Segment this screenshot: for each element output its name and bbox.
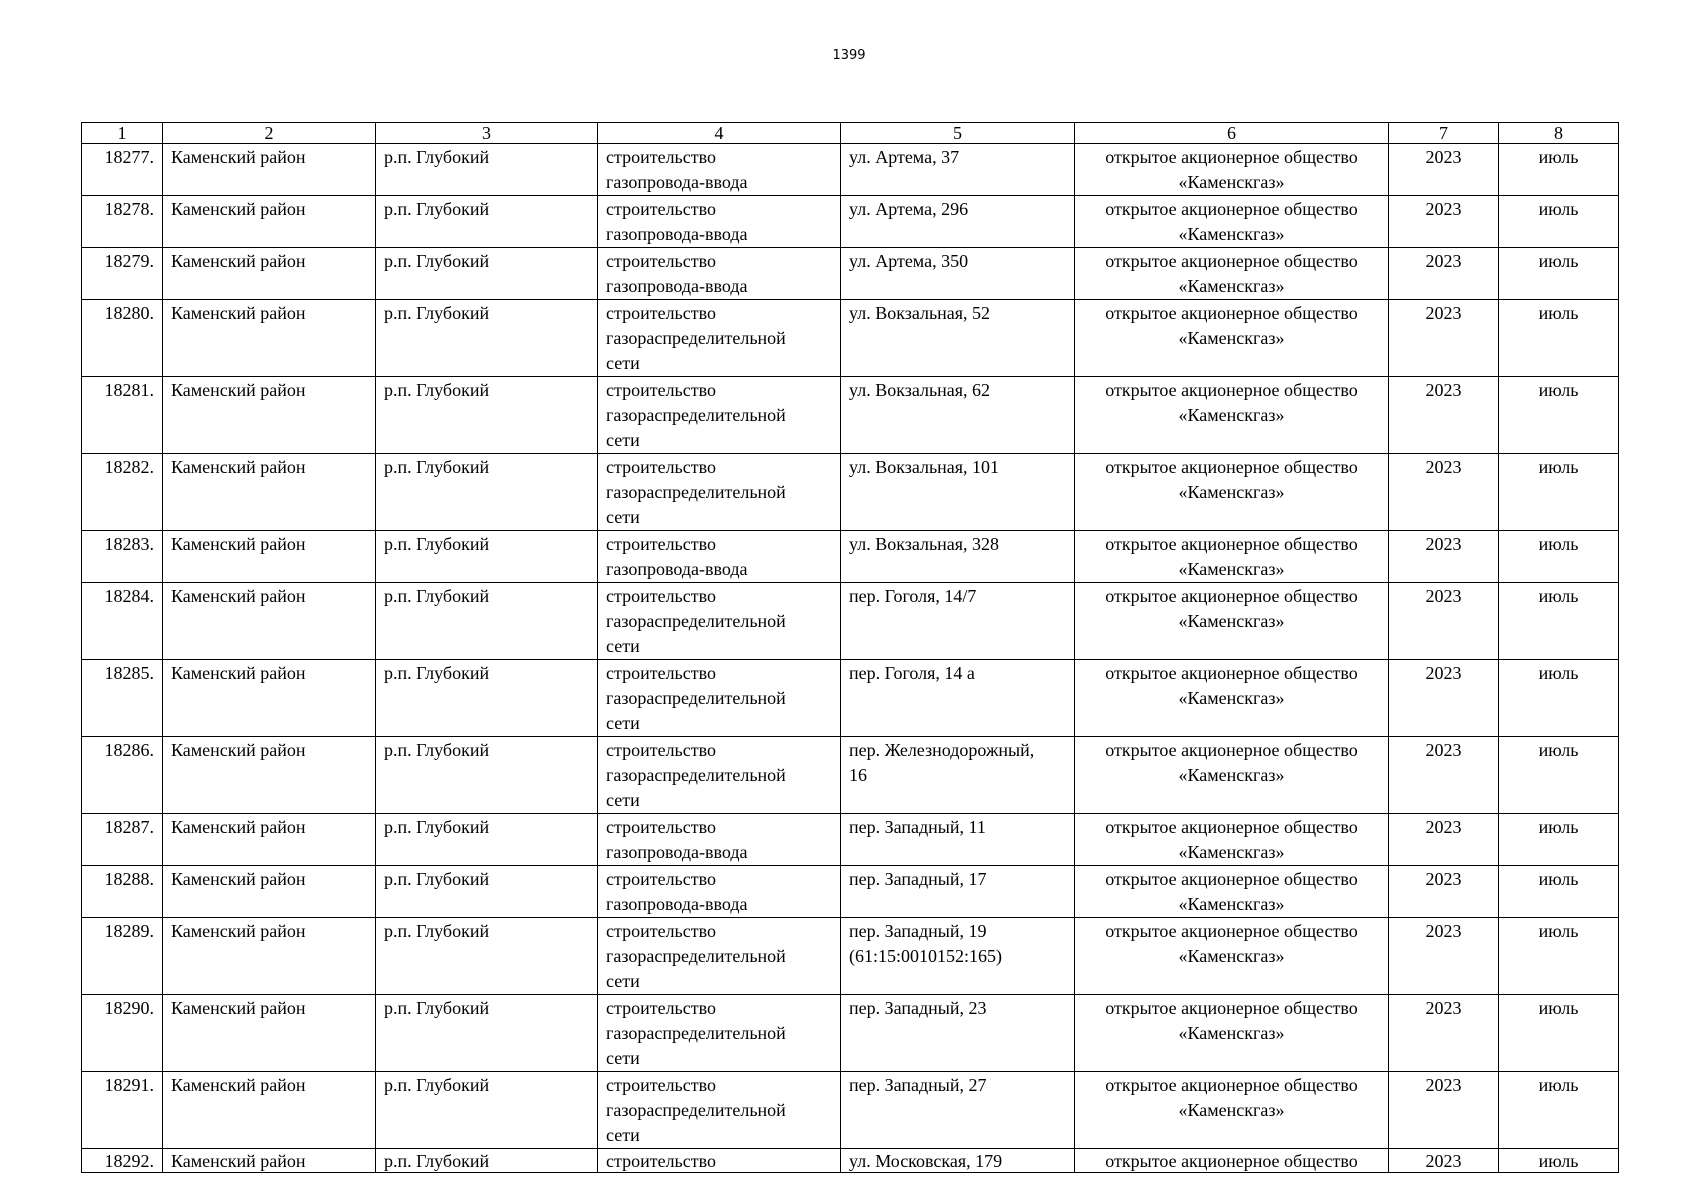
- organization-cell: [1075, 660, 1389, 737]
- table-row: [82, 1072, 1619, 1149]
- work-type-cell: строительство газораспределительной сети: [598, 377, 841, 454]
- organization-cell: [1075, 583, 1389, 660]
- district-cell: Каменский район: [163, 866, 376, 918]
- work-type-cell: строительство газораспределительной сети: [598, 300, 841, 377]
- work-type-cell: строительство газораспределительной сети: [598, 1072, 841, 1149]
- district-cell: Каменский район: [163, 454, 376, 531]
- table-row: [82, 995, 1619, 1072]
- organization-cell: [1075, 300, 1389, 377]
- settlement-cell: р.п. Глубокий: [376, 583, 598, 660]
- row-number: 18280.: [82, 300, 163, 377]
- organization-line: открытое акционерное общество: [1105, 998, 1358, 1018]
- month-cell: июль: [1499, 531, 1619, 583]
- organization-line: «Каменскгаз»: [1178, 688, 1285, 708]
- row-number: 18291.: [82, 1072, 163, 1149]
- year-cell: 2023: [1389, 248, 1499, 300]
- address-cell: пер. Железнодорожный, 16: [841, 737, 1075, 814]
- organization-line: «Каменскгаз»: [1178, 1023, 1285, 1043]
- address-cell: ул. Артема, 37: [841, 144, 1075, 196]
- table-row: [82, 737, 1619, 814]
- column-header-5: 5: [841, 123, 1075, 144]
- address-cell: пер. Гоголя, 14 а: [841, 660, 1075, 737]
- year-cell: 2023: [1389, 144, 1499, 196]
- address-cell: ул. Артема, 296: [841, 196, 1075, 248]
- table-row: [82, 1149, 1619, 1173]
- organization-line: открытое акционерное общество: [1105, 251, 1358, 271]
- organization-cell: [1075, 248, 1389, 300]
- row-number: 18286.: [82, 737, 163, 814]
- organization-cell: [1075, 866, 1389, 918]
- month-cell: июль: [1499, 248, 1619, 300]
- work-type-cell: строительство газораспределительной сети: [598, 737, 841, 814]
- organization-cell: [1075, 531, 1389, 583]
- settlement-cell: р.п. Глубокий: [376, 300, 598, 377]
- organization-line: «Каменскгаз»: [1178, 482, 1285, 502]
- month-cell: июль: [1499, 300, 1619, 377]
- organization-line: «Каменскгаз»: [1178, 559, 1285, 579]
- month-cell: июль: [1499, 454, 1619, 531]
- gas-works-table: [81, 122, 1619, 1173]
- organization-cell: [1075, 1149, 1389, 1173]
- month-cell: июль: [1499, 814, 1619, 866]
- organization-line: открытое акционерное общество: [1105, 1075, 1358, 1095]
- settlement-cell: р.п. Глубокий: [376, 196, 598, 248]
- district-cell: Каменский район: [163, 300, 376, 377]
- organization-line: открытое акционерное общество: [1105, 457, 1358, 477]
- table-row: [82, 660, 1619, 737]
- organization-cell: [1075, 814, 1389, 866]
- organization-line: открытое акционерное общество: [1105, 869, 1358, 889]
- district-cell: Каменский район: [163, 248, 376, 300]
- year-cell: 2023: [1389, 995, 1499, 1072]
- address-cell: ул. Артема, 350: [841, 248, 1075, 300]
- work-type-cell: строительство газораспределительной сети: [598, 995, 841, 1072]
- organization-cell: [1075, 737, 1389, 814]
- organization-cell: [1075, 454, 1389, 531]
- year-cell: 2023: [1389, 196, 1499, 248]
- address-cell: пер. Западный, 11: [841, 814, 1075, 866]
- month-cell: июль: [1499, 737, 1619, 814]
- address-cell: пер. Западный, 19 (61:15:0010152:165): [841, 918, 1075, 995]
- month-cell: июль: [1499, 377, 1619, 454]
- row-number: 18281.: [82, 377, 163, 454]
- page-number: 1399: [832, 48, 866, 63]
- address-cell: пер. Западный, 27: [841, 1072, 1075, 1149]
- month-cell: июль: [1499, 144, 1619, 196]
- organization-cell: [1075, 995, 1389, 1072]
- year-cell: 2023: [1389, 660, 1499, 737]
- address-cell: ул. Московская, 179: [841, 1149, 1075, 1173]
- year-cell: 2023: [1389, 918, 1499, 995]
- work-type-cell: строительство газораспределительной сети: [598, 583, 841, 660]
- row-number: 18288.: [82, 866, 163, 918]
- settlement-cell: р.п. Глубокий: [376, 454, 598, 531]
- organization-line: «Каменскгаз»: [1178, 765, 1285, 785]
- district-cell: Каменский район: [163, 583, 376, 660]
- address-cell: ул. Вокзальная, 52: [841, 300, 1075, 377]
- work-type-cell: строительство газораспределительной сети: [598, 918, 841, 995]
- column-header-7: 7: [1389, 123, 1499, 144]
- table-row: [82, 377, 1619, 454]
- year-cell: 2023: [1389, 454, 1499, 531]
- settlement-cell: р.п. Глубокий: [376, 737, 598, 814]
- address-cell: пер. Западный, 23: [841, 995, 1075, 1072]
- table-row: [82, 300, 1619, 377]
- work-type-cell: строительство: [598, 1149, 841, 1173]
- settlement-cell: р.п. Глубокий: [376, 660, 598, 737]
- row-number: 18289.: [82, 918, 163, 995]
- work-type-cell: строительство газопровода-ввода: [598, 814, 841, 866]
- settlement-cell: р.п. Глубокий: [376, 1072, 598, 1149]
- settlement-cell: р.п. Глубокий: [376, 531, 598, 583]
- column-header-8: 8: [1499, 123, 1619, 144]
- table-row: [82, 866, 1619, 918]
- organization-line: «Каменскгаз»: [1178, 946, 1285, 966]
- organization-line: открытое акционерное общество: [1105, 1151, 1358, 1171]
- district-cell: Каменский район: [163, 531, 376, 583]
- address-cell: ул. Вокзальная, 62: [841, 377, 1075, 454]
- column-header-1: 1: [82, 123, 163, 144]
- district-cell: Каменский район: [163, 660, 376, 737]
- organization-line: открытое акционерное общество: [1105, 303, 1358, 323]
- year-cell: 2023: [1389, 531, 1499, 583]
- row-number: 18290.: [82, 995, 163, 1072]
- column-header-4: 4: [598, 123, 841, 144]
- settlement-cell: р.п. Глубокий: [376, 144, 598, 196]
- organization-line: «Каменскгаз»: [1178, 894, 1285, 914]
- organization-line: открытое акционерное общество: [1105, 534, 1358, 554]
- row-number: 18282.: [82, 454, 163, 531]
- row-number: 18283.: [82, 531, 163, 583]
- organization-line: открытое акционерное общество: [1105, 740, 1358, 760]
- organization-line: «Каменскгаз»: [1178, 611, 1285, 631]
- work-type-cell: строительство газопровода-ввода: [598, 144, 841, 196]
- organization-line: открытое акционерное общество: [1105, 380, 1358, 400]
- settlement-cell: р.п. Глубокий: [376, 814, 598, 866]
- district-cell: Каменский район: [163, 995, 376, 1072]
- settlement-cell: р.п. Глубокий: [376, 248, 598, 300]
- month-cell: июль: [1499, 918, 1619, 995]
- table-body: [82, 144, 1619, 1173]
- month-cell: июль: [1499, 660, 1619, 737]
- district-cell: Каменский район: [163, 814, 376, 866]
- work-type-cell: строительство газораспределительной сети: [598, 454, 841, 531]
- year-cell: 2023: [1389, 300, 1499, 377]
- organization-line: «Каменскгаз»: [1178, 405, 1285, 425]
- year-cell: 2023: [1389, 1072, 1499, 1149]
- table-row: [82, 248, 1619, 300]
- settlement-cell: р.п. Глубокий: [376, 995, 598, 1072]
- district-cell: Каменский район: [163, 1072, 376, 1149]
- district-cell: Каменский район: [163, 144, 376, 196]
- organization-line: «Каменскгаз»: [1178, 1100, 1285, 1120]
- year-cell: 2023: [1389, 583, 1499, 660]
- table-row: [82, 918, 1619, 995]
- row-number: 18278.: [82, 196, 163, 248]
- column-header-3: 3: [376, 123, 598, 144]
- address-cell: ул. Вокзальная, 101: [841, 454, 1075, 531]
- organization-line: «Каменскгаз»: [1178, 276, 1285, 296]
- work-type-cell: строительство газопровода-ввода: [598, 196, 841, 248]
- row-number: 18277.: [82, 144, 163, 196]
- work-type-cell: строительство газопровода-ввода: [598, 248, 841, 300]
- organization-line: «Каменскгаз»: [1178, 172, 1285, 192]
- month-cell: июль: [1499, 866, 1619, 918]
- organization-line: открытое акционерное общество: [1105, 817, 1358, 837]
- settlement-cell: р.п. Глубокий: [376, 866, 598, 918]
- organization-line: «Каменскгаз»: [1178, 224, 1285, 244]
- table-row: [82, 531, 1619, 583]
- district-cell: Каменский район: [163, 377, 376, 454]
- organization-line: «Каменскгаз»: [1178, 842, 1285, 862]
- work-type-cell: строительство газопровода-ввода: [598, 531, 841, 583]
- address-cell: пер. Западный, 17: [841, 866, 1075, 918]
- organization-cell: [1075, 1072, 1389, 1149]
- settlement-cell: р.п. Глубокий: [376, 918, 598, 995]
- row-number: 18285.: [82, 660, 163, 737]
- organization-line: открытое акционерное общество: [1105, 199, 1358, 219]
- district-cell: Каменский район: [163, 1149, 376, 1173]
- address-cell: ул. Вокзальная, 328: [841, 531, 1075, 583]
- year-cell: 2023: [1389, 866, 1499, 918]
- year-cell: 2023: [1389, 814, 1499, 866]
- district-cell: Каменский район: [163, 918, 376, 995]
- column-header-2: 2: [163, 123, 376, 144]
- year-cell: 2023: [1389, 1149, 1499, 1173]
- row-number: 18284.: [82, 583, 163, 660]
- table-row: [82, 454, 1619, 531]
- row-number: 18292.: [82, 1149, 163, 1173]
- organization-cell: [1075, 144, 1389, 196]
- organization-line: открытое акционерное общество: [1105, 147, 1358, 167]
- row-number: 18287.: [82, 814, 163, 866]
- month-cell: июль: [1499, 995, 1619, 1072]
- year-cell: 2023: [1389, 737, 1499, 814]
- month-cell: июль: [1499, 1072, 1619, 1149]
- header-row: [82, 123, 1619, 144]
- settlement-cell: р.п. Глубокий: [376, 377, 598, 454]
- address-cell: пер. Гоголя, 14/7: [841, 583, 1075, 660]
- district-cell: Каменский район: [163, 737, 376, 814]
- table-header: [82, 123, 1619, 144]
- organization-line: открытое акционерное общество: [1105, 663, 1358, 683]
- organization-cell: [1075, 196, 1389, 248]
- month-cell: июль: [1499, 583, 1619, 660]
- table-row: [82, 583, 1619, 660]
- table-row: [82, 144, 1619, 196]
- month-cell: июль: [1499, 1149, 1619, 1173]
- organization-line: «Каменскгаз»: [1178, 328, 1285, 348]
- table-row: [82, 814, 1619, 866]
- year-cell: 2023: [1389, 377, 1499, 454]
- organization-line: открытое акционерное общество: [1105, 586, 1358, 606]
- row-number: 18279.: [82, 248, 163, 300]
- settlement-cell: р.п. Глубокий: [376, 1149, 598, 1173]
- organization-cell: [1075, 918, 1389, 995]
- column-header-6: 6: [1075, 123, 1389, 144]
- table-row: [82, 196, 1619, 248]
- organization-line: открытое акционерное общество: [1105, 921, 1358, 941]
- work-type-cell: строительство газораспределительной сети: [598, 660, 841, 737]
- work-type-cell: строительство газопровода-ввода: [598, 866, 841, 918]
- organization-cell: [1075, 377, 1389, 454]
- month-cell: июль: [1499, 196, 1619, 248]
- district-cell: Каменский район: [163, 196, 376, 248]
